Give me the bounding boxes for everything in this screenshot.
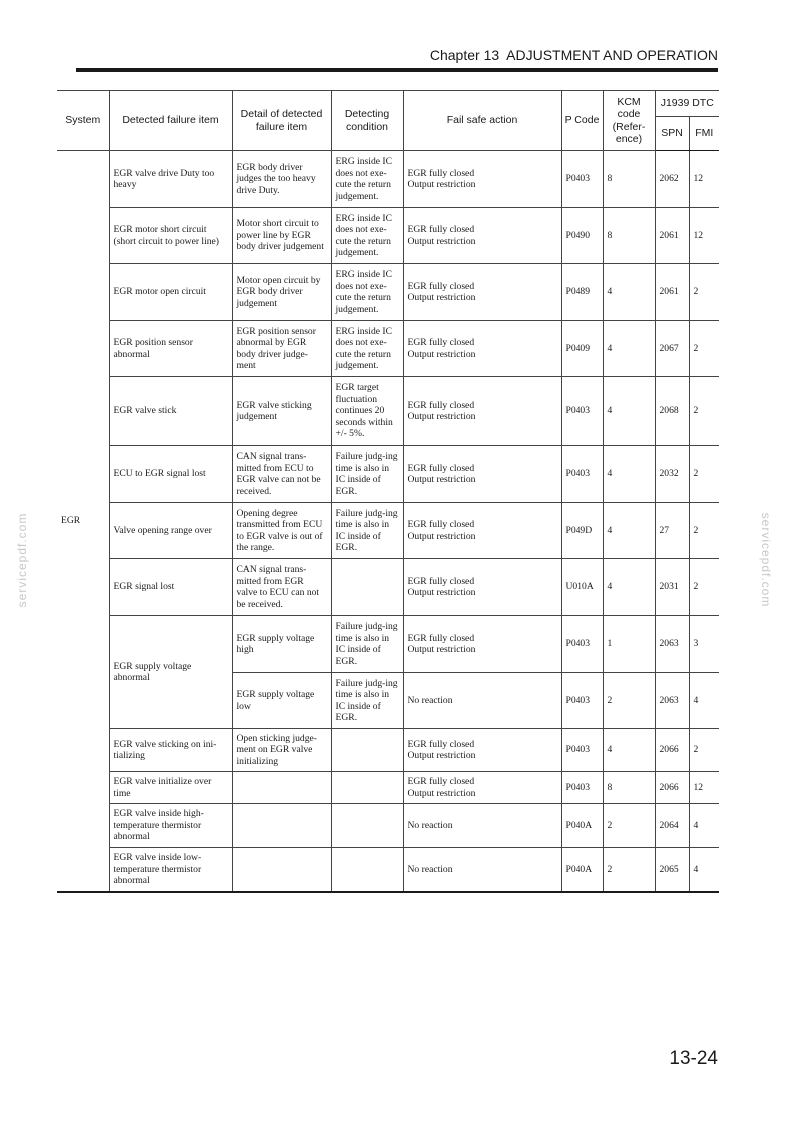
failure-item-cell: EGR valve stick	[109, 377, 232, 446]
p-code-cell: P0490	[561, 208, 603, 264]
table-row	[57, 772, 719, 804]
watermark-left: servicepdf.com	[15, 512, 29, 608]
fmi-cell: 2	[689, 446, 719, 503]
kcm-cell: 4	[603, 729, 655, 772]
action-cell	[403, 151, 561, 208]
header-system: System	[57, 91, 109, 151]
table-row	[57, 446, 719, 503]
table-body	[57, 151, 719, 892]
p-code-cell: P0403	[561, 673, 603, 729]
header-detail: Detail of detected failure item	[232, 91, 331, 151]
spn-cell: 2066	[655, 772, 689, 804]
table-row	[57, 729, 719, 772]
p-code-cell: P0403	[561, 151, 603, 208]
failure-item-cell: ECU to EGR signal lost	[109, 446, 232, 503]
spn-cell: 2061	[655, 264, 689, 321]
spn-cell: 27	[655, 503, 689, 559]
table-header	[57, 91, 719, 151]
kcm-cell: 4	[603, 264, 655, 321]
header-rule	[76, 68, 718, 72]
kcm-cell: 4	[603, 321, 655, 377]
fmi-cell: 2	[689, 377, 719, 446]
action-text: EGR fully closed Output restriction	[407, 399, 476, 422]
condition-cell: Failure judg-ing time is also in IC inside of EGR.	[331, 446, 403, 503]
detail-cell	[232, 804, 331, 848]
table-row	[57, 377, 719, 446]
fmi-cell: 4	[689, 673, 719, 729]
spn-cell: 2064	[655, 804, 689, 848]
header-j1939-dtc: J1939 DTC	[655, 91, 719, 117]
failure-item-cell: EGR position sensor abnormal	[109, 321, 232, 377]
fmi-cell: 3	[689, 616, 719, 673]
table-row	[57, 151, 719, 208]
condition-cell: Failure judg-ing time is also in IC inside of EGR.	[331, 503, 403, 559]
spn-cell: 2065	[655, 848, 689, 892]
fmi-cell: 2	[689, 264, 719, 321]
condition-cell: Failure judg-ing time is also in IC inside of EGR.	[331, 616, 403, 673]
detail-cell: CAN signal trans-mitted from EGR valve to ECU can not be received.	[232, 559, 331, 616]
action-text: EGR fully closed Output restriction	[407, 632, 476, 655]
kcm-cell: 2	[603, 848, 655, 892]
action-text: No reaction	[407, 694, 453, 706]
action-cell	[403, 377, 561, 446]
fmi-cell: 2	[689, 503, 719, 559]
fmi-cell: 2	[689, 321, 719, 377]
spn-cell: 2032	[655, 446, 689, 503]
condition-cell: Failure judg-ing time is also in IC inside of EGR.	[331, 673, 403, 729]
action-text: EGR fully closed Output restriction	[407, 738, 476, 761]
failure-item-cell: EGR valve initialize over time	[109, 772, 232, 804]
p-code-cell: P040A	[561, 804, 603, 848]
action-cell	[403, 673, 561, 729]
action-cell	[403, 446, 561, 503]
table-row	[57, 559, 719, 616]
spn-cell: 2067	[655, 321, 689, 377]
failure-item-cell: EGR valve inside high-temperature thermistor abnormal	[109, 804, 232, 848]
action-text: EGR fully closed Output restriction	[407, 167, 476, 190]
action-cell	[403, 559, 561, 616]
failure-item-cell: EGR motor short circuit (short circuit to power line)	[109, 208, 232, 264]
action-cell	[403, 264, 561, 321]
detail-cell: Opening degree transmitted from ECU to EGR valve is out of the range.	[232, 503, 331, 559]
kcm-cell: 4	[603, 559, 655, 616]
kcm-cell: 4	[603, 377, 655, 446]
detail-cell: Motor open circuit by EGR body driver judgement	[232, 264, 331, 321]
p-code-cell: P0403	[561, 772, 603, 804]
spn-cell: 2063	[655, 673, 689, 729]
table-row	[57, 616, 719, 673]
condition-cell: ERG inside IC does not exe-cute the return judgement.	[331, 264, 403, 321]
condition-cell: EGR target fluctuation continues 20 seconds within +/- 5%.	[331, 377, 403, 446]
failure-item-cell: EGR valve drive Duty too heavy	[109, 151, 232, 208]
failure-item-cell: Valve opening range over	[109, 503, 232, 559]
action-text: EGR fully closed Output restriction	[407, 224, 476, 247]
page-number: 13-24	[669, 1048, 718, 1069]
fmi-cell: 12	[689, 208, 719, 264]
action-cell	[403, 616, 561, 673]
failure-item-cell: EGR valve inside low-temperature thermistor abnormal	[109, 848, 232, 892]
detail-cell: EGR position sensor abnormal by EGR body driver judge-ment	[232, 321, 331, 377]
fmi-cell: 4	[689, 848, 719, 892]
kcm-cell: 2	[603, 804, 655, 848]
kcm-cell: 2	[603, 673, 655, 729]
fmi-cell: 12	[689, 772, 719, 804]
spn-cell: 2062	[655, 151, 689, 208]
header-spn: SPN	[655, 117, 689, 151]
p-code-cell: P0403	[561, 729, 603, 772]
detail-cell: EGR valve sticking judgement	[232, 377, 331, 446]
condition-cell	[331, 772, 403, 804]
header-kcm-code: KCM code (Refer-ence)	[603, 91, 655, 151]
action-text: EGR fully closed Output restriction	[407, 519, 476, 542]
action-cell	[403, 729, 561, 772]
p-code-cell: U010A	[561, 559, 603, 616]
chapter-title: Chapter 13 ADJUSTMENT AND OPERATION	[429, 47, 718, 63]
action-text: EGR fully closed Output restriction	[407, 575, 476, 598]
p-code-cell: P0403	[561, 446, 603, 503]
condition-cell: ERG inside IC does not exe-cute the return judgement.	[331, 151, 403, 208]
condition-cell	[331, 729, 403, 772]
action-text: EGR fully closed Output restriction	[407, 776, 476, 799]
table-row	[57, 264, 719, 321]
fmi-cell: 12	[689, 151, 719, 208]
table-row	[57, 848, 719, 892]
condition-cell	[331, 804, 403, 848]
p-code-cell: P040A	[561, 848, 603, 892]
table-row	[57, 503, 719, 559]
p-code-cell: P0403	[561, 377, 603, 446]
action-text: EGR fully closed Output restriction	[407, 280, 476, 303]
header-detected-failure-item: Detected failure item	[109, 91, 232, 151]
action-text: No reaction	[407, 819, 453, 831]
kcm-cell: 4	[603, 503, 655, 559]
dtc-table	[57, 90, 719, 893]
kcm-cell: 8	[603, 151, 655, 208]
action-text: No reaction	[407, 863, 453, 875]
detail-cell	[232, 772, 331, 804]
action-cell	[403, 208, 561, 264]
system-cell: EGR	[57, 151, 109, 892]
failure-item-cell: EGR valve sticking on ini-tializing	[109, 729, 232, 772]
spn-cell: 2061	[655, 208, 689, 264]
p-code-cell: P0489	[561, 264, 603, 321]
action-cell	[403, 772, 561, 804]
condition-cell: ERG inside IC does not exe-cute the return judgement.	[331, 208, 403, 264]
failure-item-cell: EGR supply voltage abnormal	[109, 616, 232, 729]
action-cell	[403, 848, 561, 892]
table-row	[57, 208, 719, 264]
header-detecting-condition: Detecting condition	[331, 91, 403, 151]
action-cell	[403, 804, 561, 848]
failure-item-cell: EGR motor open circuit	[109, 264, 232, 321]
p-code-cell: P0409	[561, 321, 603, 377]
spn-cell: 2031	[655, 559, 689, 616]
detail-cell: Open sticking judge-ment on EGR valve initializing	[232, 729, 331, 772]
action-text: EGR fully closed Output restriction	[407, 337, 476, 360]
condition-cell	[331, 848, 403, 892]
detail-cell: EGR supply voltage high	[232, 616, 331, 673]
fmi-cell: 2	[689, 559, 719, 616]
detail-cell: EGR supply voltage low	[232, 673, 331, 729]
kcm-cell: 8	[603, 772, 655, 804]
action-text: EGR fully closed Output restriction	[407, 462, 476, 485]
p-code-cell: P049D	[561, 503, 603, 559]
kcm-cell: 1	[603, 616, 655, 673]
spn-cell: 2063	[655, 616, 689, 673]
detail-cell	[232, 848, 331, 892]
fmi-cell: 2	[689, 729, 719, 772]
p-code-cell: P0403	[561, 616, 603, 673]
watermark-right: servicepdf.com	[759, 512, 773, 608]
spn-cell: 2066	[655, 729, 689, 772]
header-p-code: P Code	[561, 91, 603, 151]
header-fail-safe-action: Fail safe action	[403, 91, 561, 151]
fmi-cell: 4	[689, 804, 719, 848]
spn-cell: 2068	[655, 377, 689, 446]
condition-cell: ERG inside IC does not exe-cute the return judgement.	[331, 321, 403, 377]
detail-cell: EGR body driver judges the too heavy drive Duty.	[232, 151, 331, 208]
kcm-cell: 8	[603, 208, 655, 264]
failure-item-cell: EGR signal lost	[109, 559, 232, 616]
table-row	[57, 321, 719, 377]
detail-cell: CAN signal trans-mitted from ECU to EGR valve can not be received.	[232, 446, 331, 503]
detail-cell: Motor short circuit to power line by EGR body driver judgement	[232, 208, 331, 264]
condition-cell	[331, 559, 403, 616]
header-fmi: FMI	[689, 117, 719, 151]
action-cell	[403, 321, 561, 377]
action-cell	[403, 503, 561, 559]
kcm-cell: 4	[603, 446, 655, 503]
table-row	[57, 804, 719, 848]
